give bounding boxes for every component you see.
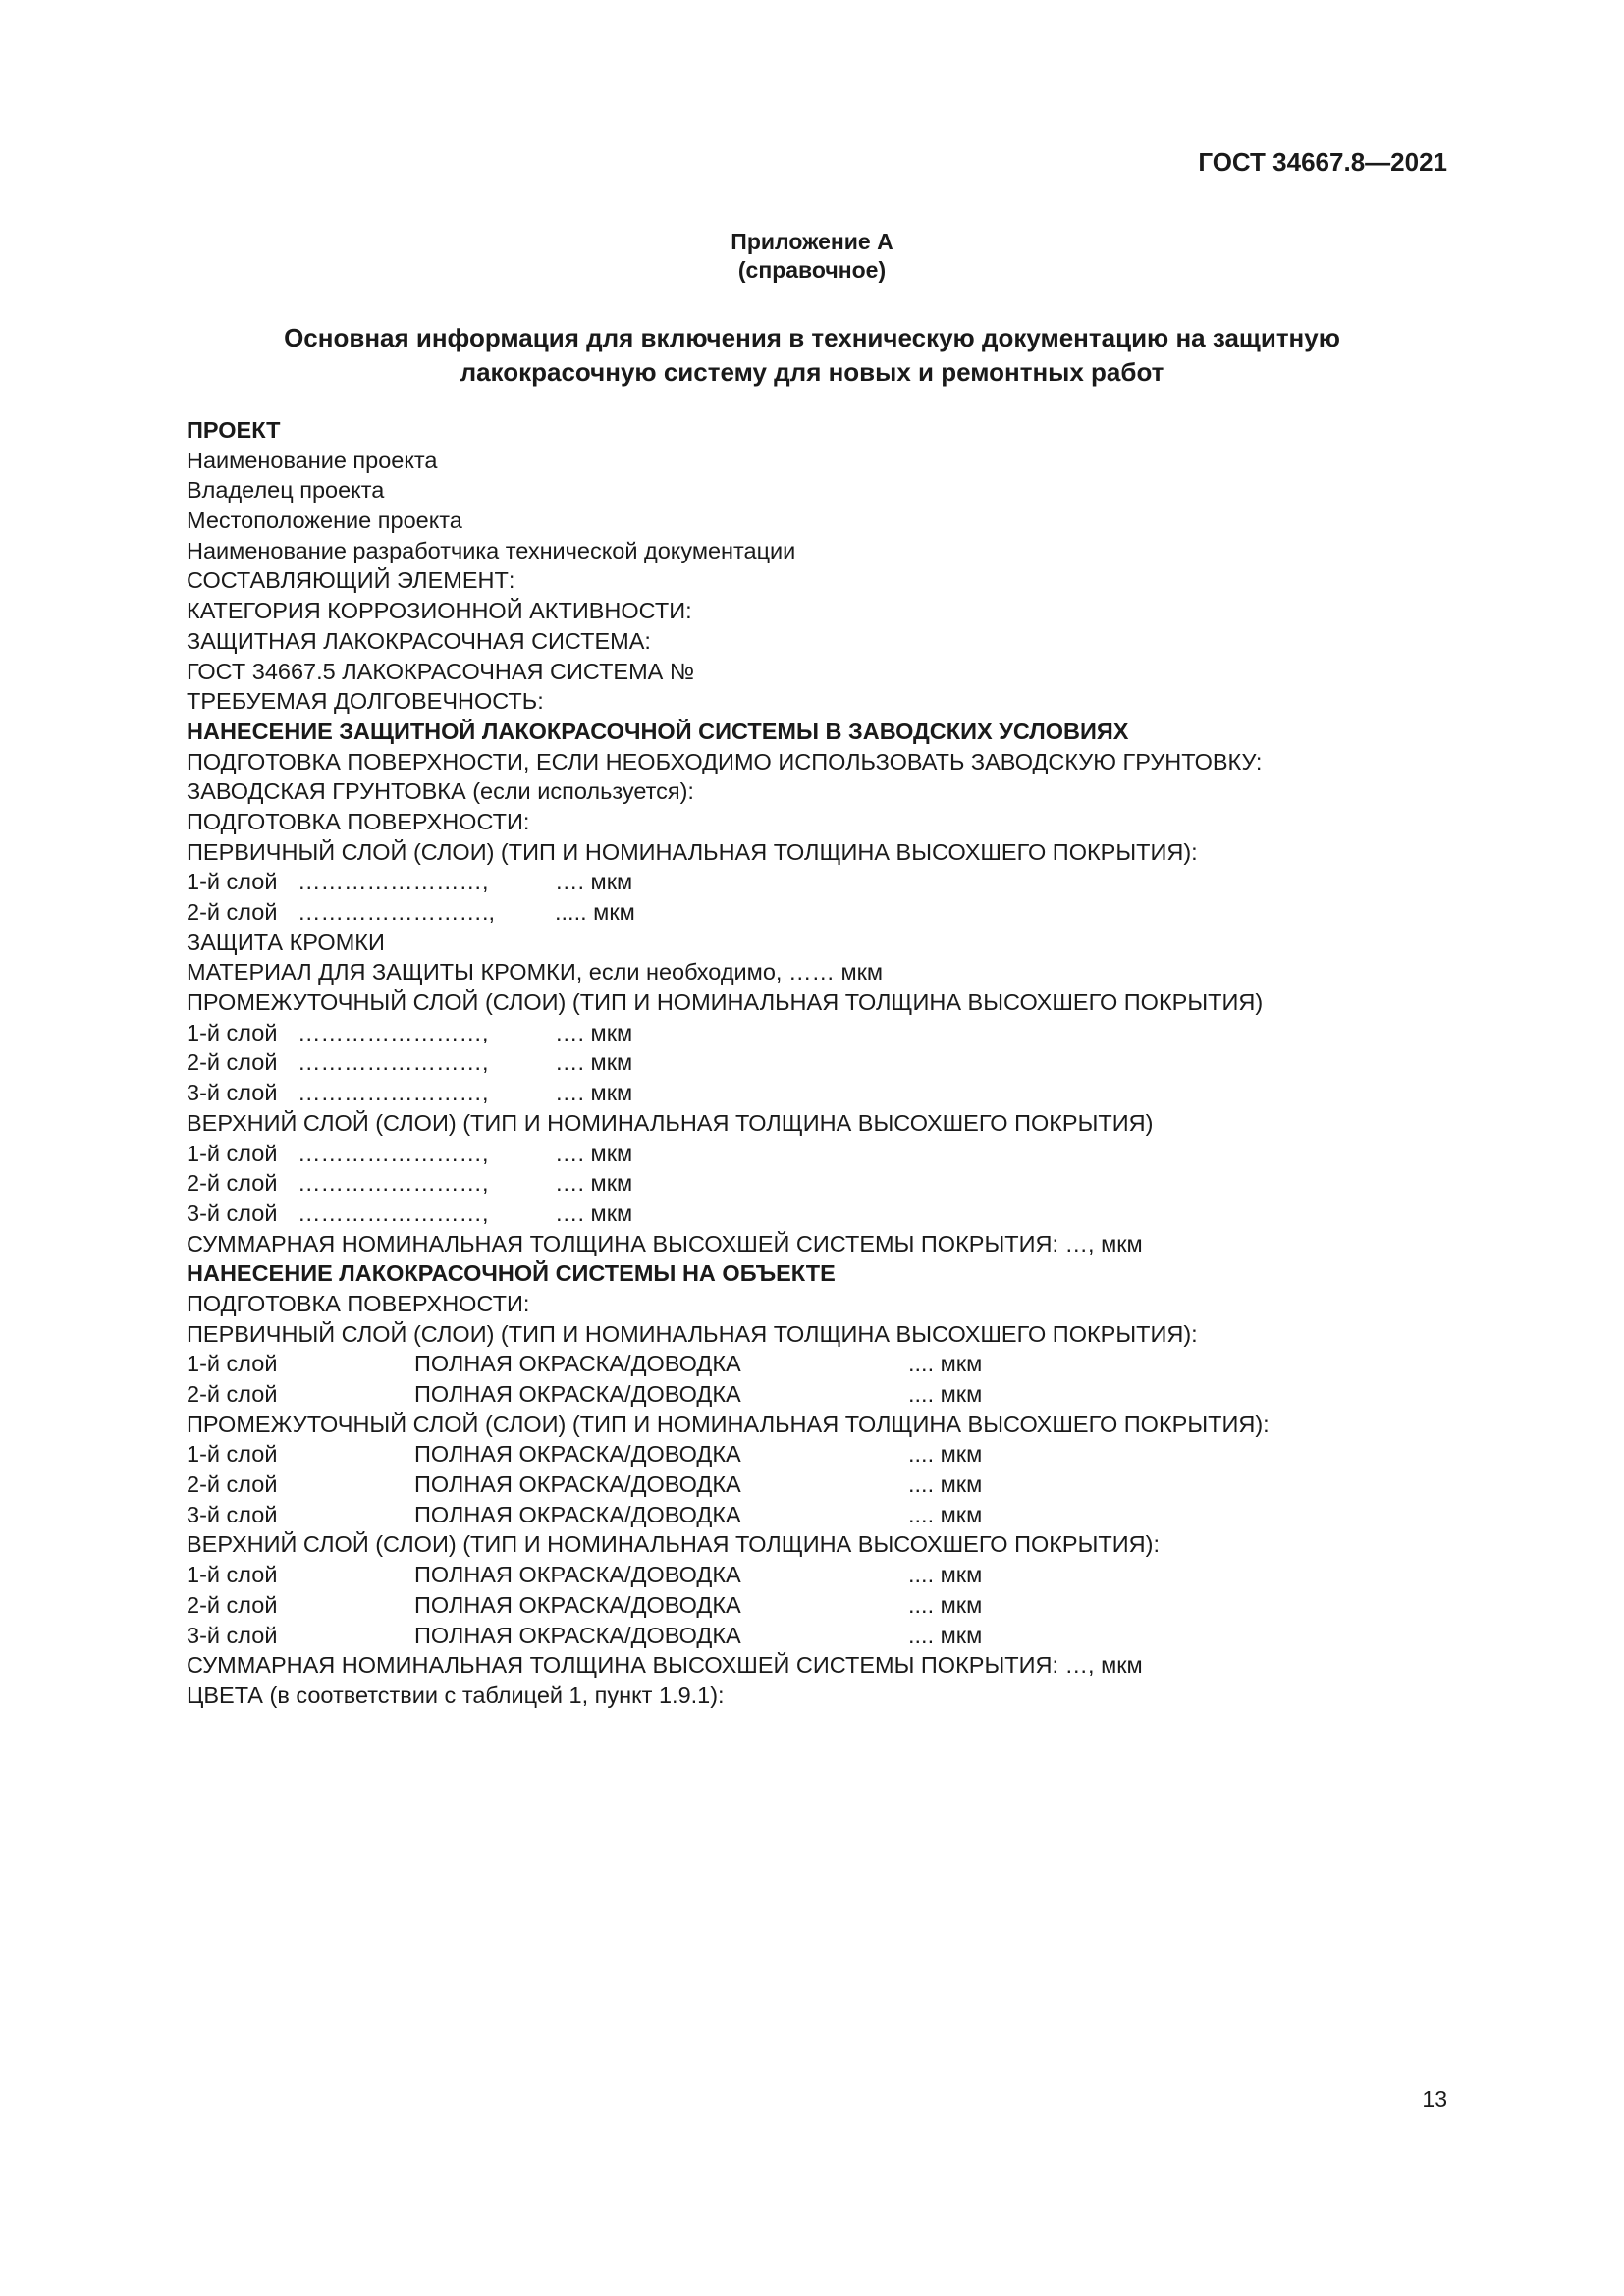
site-top-layer bbox=[187, 1560, 1453, 1590]
project-heading: ПРОЕКТ bbox=[187, 417, 281, 443]
factory-top-heading: ВЕРХНИЙ СЛОЙ (СЛОИ) (ТИП И НОМИНАЛЬНАЯ ТОЛЩИНА ВЫСОХШЕГО ПОКРЫТИЯ) bbox=[187, 1109, 1154, 1136]
site-primary-layer bbox=[187, 1349, 1453, 1379]
layer-thickness: .... мкм bbox=[908, 1381, 983, 1407]
layer-mode: ПОЛНАЯ ОКРАСКА/ДОВОДКА bbox=[414, 1591, 741, 1618]
site-intermediate-layer bbox=[187, 1439, 1453, 1469]
layer-mode: ПОЛНАЯ ОКРАСКА/ДОВОДКА bbox=[414, 1351, 741, 1377]
layer-thickness: …. мкм bbox=[555, 1049, 633, 1076]
site-primary-heading: ПЕРВИЧНЫЙ СЛОЙ (СЛОИ) (ТИП И НОМИНАЛЬНАЯ ТОЛЩИНА ВЫСОХШЕГО ПОКРЫТИЯ): bbox=[187, 1320, 1198, 1347]
document-title-line: Основная информация для включения в техническую документацию на защитную bbox=[284, 323, 1340, 352]
layer-thickness: .... мкм bbox=[908, 1622, 983, 1648]
page-number: 13 bbox=[1422, 2086, 1447, 2111]
standard-code: ГОСТ 34667.8—2021 bbox=[1198, 147, 1447, 177]
layer-type-blank: ……………………, bbox=[298, 1019, 489, 1045]
layer-thickness: …. мкм bbox=[555, 1170, 633, 1197]
site-primary-layer bbox=[187, 1379, 1453, 1410]
layer-label: 1-й слой bbox=[187, 869, 278, 895]
layer-label: 1-й слой bbox=[187, 1562, 278, 1588]
project-line: Наименование разработчика технической документации bbox=[187, 537, 796, 563]
factory-surface-prep-primer: ПОДГОТОВКА ПОВЕРХНОСТИ, ЕСЛИ НЕОБХОДИМО ИСПОЛЬЗОВАТЬ ЗАВОДСКУЮ ГРУНТОВКУ: bbox=[187, 748, 1263, 774]
layer-label: 2-й слой bbox=[187, 1381, 278, 1407]
layer-label: 3-й слой bbox=[187, 1080, 278, 1106]
site-intermediate-layer bbox=[187, 1469, 1453, 1500]
layer-mode: ПОЛНАЯ ОКРАСКА/ДОВОДКА bbox=[414, 1381, 741, 1407]
project-line: Владелец проекта bbox=[187, 477, 385, 504]
layer-type-blank: ……………………, bbox=[298, 1170, 489, 1197]
layer-type-blank: ……………………, bbox=[298, 869, 489, 895]
layer-mode: ПОЛНАЯ ОКРАСКА/ДОВОДКА bbox=[414, 1501, 741, 1527]
layer-label: 1-й слой bbox=[187, 1140, 278, 1166]
project-line: Местоположение проекта bbox=[187, 507, 462, 534]
layer-thickness: .... мкм bbox=[908, 1591, 983, 1618]
site-top-heading: ВЕРХНИЙ СЛОЙ (СЛОИ) (ТИП И НОМИНАЛЬНАЯ ТОЛЩИНА ВЫСОХШЕГО ПОКРЫТИЯ): bbox=[187, 1531, 1160, 1558]
layer-label: 2-й слой bbox=[187, 1591, 278, 1618]
site-top-layer bbox=[187, 1621, 1453, 1651]
layer-label: 3-й слой bbox=[187, 1501, 278, 1527]
layer-label: 1-й слой bbox=[187, 1441, 278, 1468]
project-line: СОСТАВЛЯЮЩИЙ ЭЛЕМЕНТ: bbox=[187, 567, 515, 594]
layer-thickness: …. мкм bbox=[555, 869, 633, 895]
document-title bbox=[0, 321, 1624, 390]
factory-primary-layer bbox=[187, 867, 1453, 897]
factory-top-layer bbox=[187, 1199, 1453, 1229]
layer-thickness: .... мкм bbox=[908, 1501, 983, 1527]
layer-thickness: …. мкм bbox=[555, 1019, 633, 1045]
factory-surface-prep: ПОДГОТОВКА ПОВЕРХНОСТИ: bbox=[187, 808, 530, 834]
layer-label: 3-й слой bbox=[187, 1622, 278, 1648]
factory-intermediate-layer bbox=[187, 1018, 1453, 1048]
layer-label: 2-й слой bbox=[187, 1049, 278, 1076]
site-intermediate-heading: ПРОМЕЖУТОЧНЫЙ СЛОЙ (СЛОИ) (ТИП И НОМИНАЛЬНАЯ ТОЛЩИНА ВЫСОХШЕГО ПОКРЫТИЯ): bbox=[187, 1411, 1270, 1437]
layer-type-blank: ……………………., bbox=[298, 899, 496, 925]
layer-mode: ПОЛНАЯ ОКРАСКА/ДОВОДКА bbox=[414, 1441, 741, 1468]
annex-heading bbox=[0, 228, 1624, 285]
project-line: ГОСТ 34667.5 ЛАКОКРАСОЧНАЯ СИСТЕМА № bbox=[187, 658, 695, 684]
layer-type-blank: ……………………, bbox=[298, 1140, 489, 1166]
annex-type: (справочное) bbox=[737, 257, 887, 283]
layer-thickness: .... мкм bbox=[908, 1562, 983, 1588]
site-intermediate-layer bbox=[187, 1500, 1453, 1530]
layer-label: 3-й слой bbox=[187, 1200, 278, 1226]
edge-protection-material: МАТЕРИАЛ ДЛЯ ЗАЩИТЫ КРОМКИ, если необходимо, …… мкм bbox=[187, 959, 884, 986]
layer-mode: ПОЛНАЯ ОКРАСКА/ДОВОДКА bbox=[414, 1562, 741, 1588]
layer-mode: ПОЛНАЯ ОКРАСКА/ДОВОДКА bbox=[414, 1471, 741, 1498]
layer-thickness: .... мкм bbox=[908, 1471, 983, 1498]
layer-thickness: ..... мкм bbox=[555, 899, 635, 925]
factory-heading: НАНЕСЕНИЕ ЗАЩИТНОЙ ЛАКОКРАСОЧНОЙ СИСТЕМЫ В ЗАВОДСКИХ УСЛОВИЯХ bbox=[187, 718, 1129, 744]
factory-intermediate-layer bbox=[187, 1078, 1453, 1108]
layer-thickness: …. мкм bbox=[555, 1140, 633, 1166]
factory-top-layer bbox=[187, 1168, 1453, 1199]
project-line: ТРЕБУЕМАЯ ДОЛГОВЕЧНОСТЬ: bbox=[187, 688, 544, 715]
project-line: Наименование проекта bbox=[187, 447, 438, 473]
factory-intermediate-layer bbox=[187, 1047, 1453, 1078]
site-surface-prep: ПОДГОТОВКА ПОВЕРХНОСТИ: bbox=[187, 1290, 530, 1316]
edge-protection-heading: ЗАЩИТА КРОМКИ bbox=[187, 929, 385, 955]
layer-label: 2-й слой bbox=[187, 899, 278, 925]
layer-label: 2-й слой bbox=[187, 1471, 278, 1498]
document-body bbox=[187, 415, 1453, 1711]
site-colors: ЦВЕТА (в соответствии с таблицей 1, пункт 1.9.1): bbox=[187, 1682, 725, 1708]
factory-top-layer bbox=[187, 1139, 1453, 1169]
layer-mode: ПОЛНАЯ ОКРАСКА/ДОВОДКА bbox=[414, 1622, 741, 1648]
annex-title: Приложение А bbox=[731, 229, 893, 254]
layer-label: 2-й слой bbox=[187, 1170, 278, 1197]
factory-primary-heading: ПЕРВИЧНЫЙ СЛОЙ (СЛОИ) (ТИП И НОМИНАЛЬНАЯ ТОЛЩИНА ВЫСОХШЕГО ПОКРЫТИЯ): bbox=[187, 838, 1198, 865]
layer-thickness: …. мкм bbox=[555, 1080, 633, 1106]
layer-label: 1-й слой bbox=[187, 1019, 278, 1045]
factory-primer: ЗАВОДСКАЯ ГРУНТОВКА (если используется): bbox=[187, 778, 694, 805]
layer-thickness: .... мкм bbox=[908, 1351, 983, 1377]
layer-type-blank: ……………………, bbox=[298, 1080, 489, 1106]
project-line: ЗАЩИТНАЯ ЛАКОКРАСОЧНАЯ СИСТЕМА: bbox=[187, 627, 651, 654]
document-title-line: лакокрасочную систему для новых и ремонтных работ bbox=[460, 357, 1164, 387]
site-top-layer bbox=[187, 1590, 1453, 1621]
factory-total-thickness: СУММАРНАЯ НОМИНАЛЬНАЯ ТОЛЩИНА ВЫСОХШЕЙ СИСТЕМЫ ПОКРЫТИЯ: …, мкм bbox=[187, 1230, 1143, 1256]
factory-intermediate-heading: ПРОМЕЖУТОЧНЫЙ СЛОЙ (СЛОИ) (ТИП И НОМИНАЛЬНАЯ ТОЛЩИНА ВЫСОХШЕГО ПОКРЫТИЯ) bbox=[187, 989, 1264, 1016]
layer-type-blank: ……………………, bbox=[298, 1200, 489, 1226]
project-line: КАТЕГОРИЯ КОРРОЗИОННОЙ АКТИВНОСТИ: bbox=[187, 598, 692, 624]
layer-thickness: .... мкм bbox=[908, 1441, 983, 1468]
factory-primary-layer bbox=[187, 897, 1453, 928]
layer-label: 1-й слой bbox=[187, 1351, 278, 1377]
layer-thickness: …. мкм bbox=[555, 1200, 633, 1226]
layer-type-blank: ……………………, bbox=[298, 1049, 489, 1076]
site-total-thickness: СУММАРНАЯ НОМИНАЛЬНАЯ ТОЛЩИНА ВЫСОХШЕЙ СИСТЕМЫ ПОКРЫТИЯ: …, мкм bbox=[187, 1652, 1143, 1679]
site-heading: НАНЕСЕНИЕ ЛАКОКРАСОЧНОЙ СИСТЕМЫ НА ОБЪЕКТЕ bbox=[187, 1260, 836, 1287]
